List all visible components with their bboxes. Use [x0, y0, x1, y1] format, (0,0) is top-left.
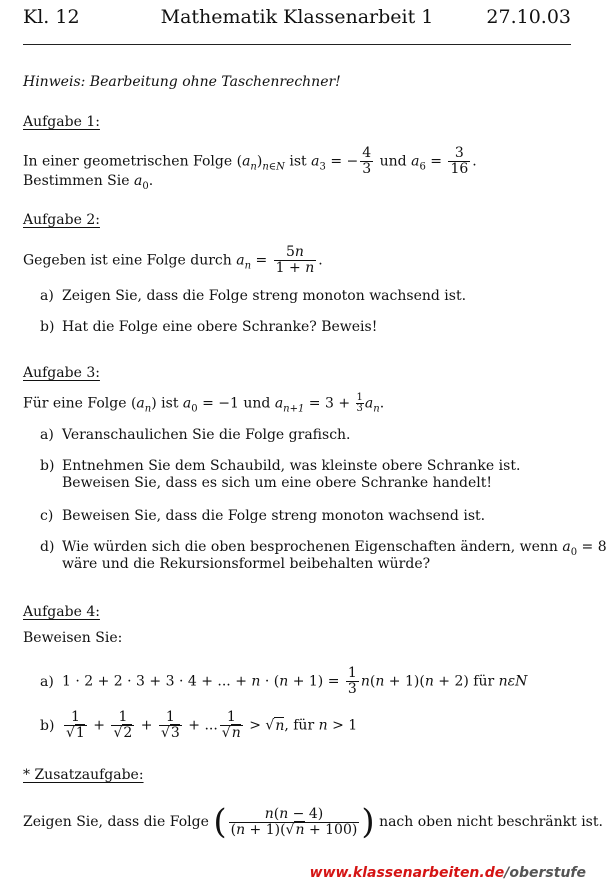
header-divider [23, 44, 571, 45]
fraction-1-sqrtn: $\frac{1}{√n}$ [221, 709, 241, 741]
footer-section-link[interactable]: oberstufe [509, 865, 586, 881]
item-label: b) [40, 458, 55, 474]
task2-intro: Gegeben ist eine Folge durch $a_n$ = $\frac{5n}{1 + n}$ . [23, 244, 323, 276]
item-label: b) [40, 319, 55, 335]
item-text-continued: Beweisen Sie, dass es sich um eine obere Schranke handelt! [62, 475, 492, 491]
task3-item-d: d) Wie würden sich die oben besprochenen Eigenschaften ändern, wenn $a_0 = 8$ wäre und die Rekursionsformel beibehalten würde? [40, 539, 607, 572]
task1-text-a: In einer geometrischen Folge [23, 153, 233, 170]
footer-site-link[interactable]: www.klassenarbeiten.de [309, 865, 505, 881]
item-text: Hat die Folge eine obere Schranke? Beweis! [62, 319, 378, 335]
task3-heading: Aufgabe 3: [23, 365, 100, 381]
item-text-continued: wäre und die Rekursionsformel beibehalten würde? [62, 556, 431, 572]
task1-line1: In einer geometrischen Folge $(a_n)_{n\in N}$ ist $a_3$ = − $\frac{4}{3}$ und $a_6$ = $\frac{3}{16}$ . [23, 145, 477, 177]
task1-text-b: ist [289, 153, 307, 170]
task1-text-c: und [379, 153, 407, 170]
task1-line2: Bestimmen Sie $a_0$. [23, 173, 154, 192]
task3-item-a [40, 427, 351, 444]
task3-intro-b: ist [161, 395, 179, 412]
task2-heading: Aufgabe 2: [23, 212, 100, 228]
item-label: a) [40, 288, 54, 304]
task1-heading: Aufgabe 1: [23, 114, 100, 130]
fraction-1-sqrt1: $\frac{1}{√1}$ [66, 709, 85, 741]
fraction-1-3: $\frac{1}{3}$ [356, 392, 363, 414]
fraction-1-3-large: $\frac{1}{3}$ [347, 665, 357, 697]
item-label: a) [40, 673, 54, 690]
header-date: 27.10.03 [486, 6, 571, 28]
task4-item-b: b) $\frac{1}{√1}$ + $\frac{1}{√2}$ + $\frac{1}{√3}$ + ... $\frac{1}{√n}$ > √n, für n > 1 [40, 709, 358, 741]
item-label: a) [40, 427, 54, 443]
task4-intro: Beweisen Sie: [23, 630, 123, 646]
item-text: , für [284, 717, 315, 734]
item-text: Zeigen Sie, dass die Folge streng monoton wachsend ist. [62, 288, 467, 304]
task2-intro-text: Gegeben ist eine Folge durch [23, 252, 232, 269]
fraction-3-16: $\frac{3}{16}$ [450, 145, 469, 177]
item-text: für [473, 673, 495, 690]
fraction-extra: $\frac{n(n - 4)}{(n + 1)(√n + 100)}$ [230, 805, 358, 838]
header-title: Mathematik Klassenarbeit 1 [160, 6, 434, 28]
item-text: Veranschaulichen Sie die Folge grafisch. [62, 427, 351, 443]
fraction-1-sqrt2: $\frac{1}{√2}$ [113, 709, 133, 741]
task4-item-a: a) 1 · 2 + 2 · 3 + 3 · 4 + ... + n · (n + 1) = $\frac{1}{3}$ n(n + 1)(n + 2) für nεN [40, 665, 528, 697]
fraction-4-3: $\frac{4}{3}$ [362, 145, 372, 177]
extra-text-b: nach oben nicht beschränkt ist. [379, 814, 603, 830]
task3-intro-a: Für eine Folge [23, 395, 127, 412]
task4-heading: Aufgabe 4: [23, 604, 100, 620]
task3-item-c [40, 508, 485, 525]
extra-text-a: Zeigen Sie, dass die Folge [23, 814, 209, 830]
extra-text: Zeigen Sie, dass die Folge ( $\frac{n(n - 4)}{(n + 1)(√n + 100)}$ ) nach oben nicht beschränkt ist. [23, 802, 603, 842]
footer-slash: / [504, 865, 510, 881]
fraction-5n-1n: $\frac{5n}{1 + n}$ [275, 244, 315, 276]
footer-watermark[interactable] [310, 865, 586, 881]
item-text: Beweisen Sie, dass die Folge streng monoton wachsend ist. [62, 508, 486, 524]
item-text: Entnehmen Sie dem Schaubild, was kleinste obere Schranke ist. [62, 458, 521, 474]
item-label: d) [40, 539, 55, 555]
extra-heading: * Zusatzaufgabe: [23, 767, 144, 783]
item-label: c) [40, 508, 54, 524]
task3-intro-c: und [243, 395, 271, 412]
task1-line2-text: Bestimmen Sie [23, 173, 130, 189]
item-text: Wie würden sich die oben besprochenen Eigenschaften ändern, wenn [62, 539, 558, 555]
task2-item-b [40, 319, 377, 336]
hint-text: Hinweis: Bearbeitung ohne Taschenrechner! [23, 74, 341, 90]
page-header [23, 6, 571, 32]
header-class: Kl. 12 [23, 6, 80, 28]
item-label: b) [40, 717, 55, 734]
task3-item-b [40, 458, 521, 491]
task2-item-a [40, 288, 466, 305]
task3-intro: Für eine Folge $(a_n)$ ist $a_0 = -1$ und $a_{n+1} = 3$ + $\frac{1}{3}$ $a_n$. [23, 392, 385, 415]
fraction-1-sqrt3: $\frac{1}{√3}$ [160, 709, 180, 741]
